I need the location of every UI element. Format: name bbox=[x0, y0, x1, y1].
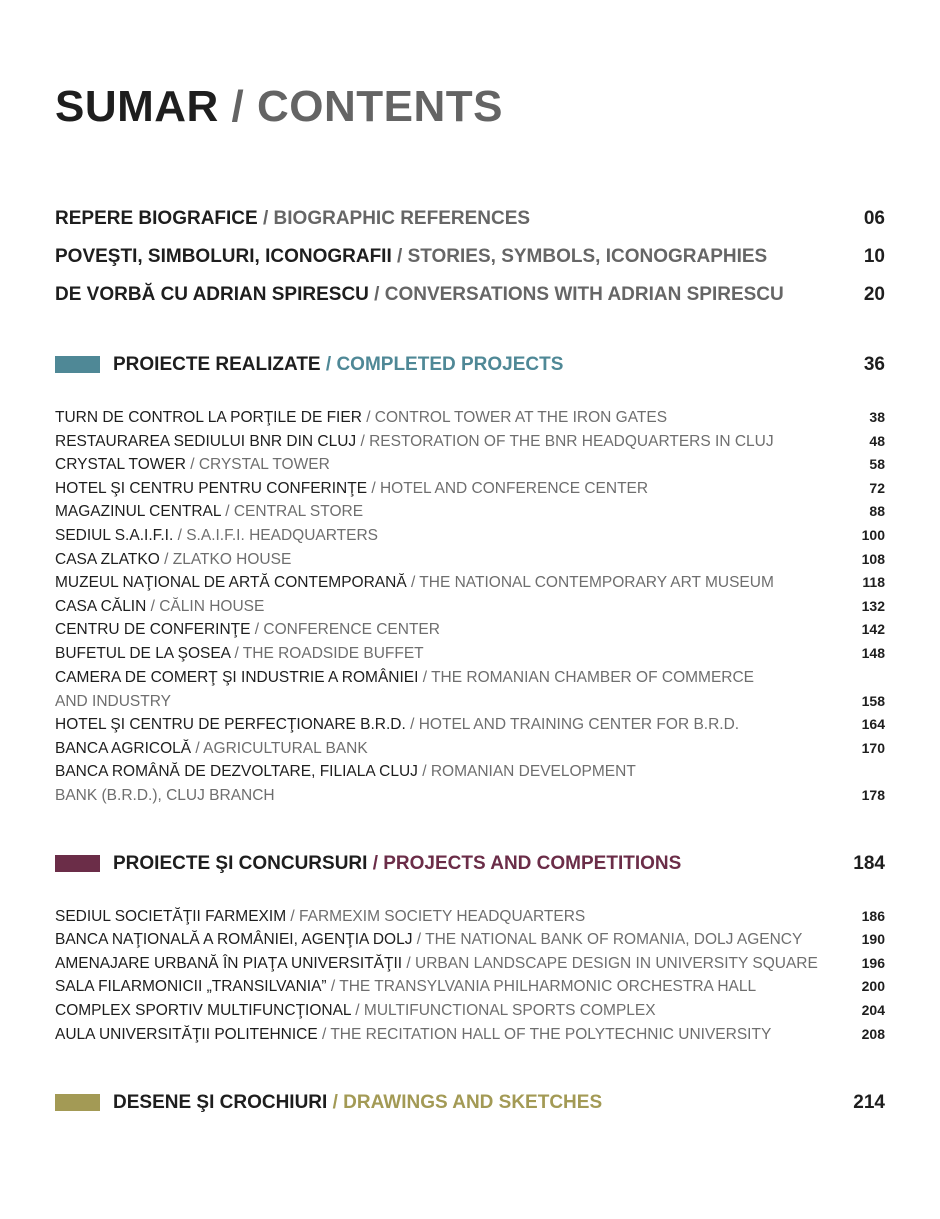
entry-title-en: / THE RECITATION HALL OF THE POLYTECHNIC UNIVERSITY bbox=[317, 1026, 772, 1043]
toc-entry[interactable] bbox=[55, 737, 885, 761]
section-title-ro: DESENE ŞI CROCHIURI bbox=[113, 1092, 328, 1113]
entry-title-ro: AMENAJARE URBANĂ ÎN PIAŢA UNIVERSITĂŢII bbox=[55, 955, 403, 972]
toc-entry[interactable] bbox=[55, 975, 885, 999]
toc-page-number: 214 bbox=[853, 1092, 885, 1113]
section-title-en: / PROJECTS AND COMPETITIONS bbox=[367, 853, 682, 874]
entry-title-en: / CONFERENCE CENTER bbox=[250, 621, 440, 638]
entry-title-en: / THE ROADSIDE BUFFET bbox=[230, 645, 424, 662]
section-color-swatch bbox=[55, 356, 100, 373]
toc-page-number: 148 bbox=[861, 645, 885, 661]
entry-title-ro: CENTRU DE CONFERINŢE bbox=[55, 621, 251, 638]
entry-title-en: / THE TRANSYLVANIA PHILHARMONIC ORCHESTRA HALL bbox=[326, 978, 757, 995]
section-label bbox=[113, 352, 563, 378]
toc-page-number: 178 bbox=[861, 786, 885, 803]
toc-entry[interactable] bbox=[55, 1023, 885, 1047]
toc-page-number: 108 bbox=[861, 551, 885, 567]
toc-section-drawings-sketches[interactable] bbox=[55, 1090, 885, 1116]
toc-entry[interactable] bbox=[55, 999, 885, 1023]
entry-title-en: / URBAN LANDSCAPE DESIGN IN UNIVERSITY SQUARE bbox=[402, 955, 818, 972]
entry-title-ro: SEDIUL SOCIETĂŢII FARMEXIM bbox=[55, 908, 287, 925]
entry-title-en: / CRYSTAL TOWER bbox=[185, 456, 330, 473]
entry-title-ro: CRYSTAL TOWER bbox=[55, 456, 186, 473]
toc-major-ro: REPERE BIOGRAFICE bbox=[55, 208, 258, 229]
toc-entry[interactable] bbox=[55, 524, 885, 548]
entry-title-en: / HOTEL AND CONFERENCE CENTER bbox=[367, 480, 649, 497]
toc-entry[interactable] bbox=[55, 905, 885, 929]
toc-section-completed-projects[interactable] bbox=[55, 352, 885, 378]
entry-title-en: / RESTORATION OF THE BNR HEADQUARTERS IN CLUJ bbox=[356, 433, 774, 450]
toc-page-number: 164 bbox=[861, 716, 885, 732]
toc-major-ro: POVEŞTI, SIMBOLURI, ICONOGRAFII bbox=[55, 246, 392, 267]
entry-title-ro: AULA UNIVERSITĂŢII POLITEHNICE bbox=[55, 1026, 318, 1043]
section-title-ro: PROIECTE ŞI CONCURSURI bbox=[113, 853, 368, 874]
entry-title-ro: CASA ZLATKO bbox=[55, 551, 160, 568]
toc-entry[interactable] bbox=[55, 406, 885, 430]
toc-page-number: 72 bbox=[869, 480, 885, 496]
entry-title-en-continued: AND INDUSTRY bbox=[55, 692, 171, 710]
entry-title-ro: BANCA AGRICOLĂ bbox=[55, 740, 192, 757]
toc-entry[interactable] bbox=[55, 477, 885, 501]
toc-major-en: / BIOGRAPHIC REFERENCES bbox=[257, 208, 531, 229]
entry-title-en: / FARMEXIM SOCIETY HEADQUARTERS bbox=[286, 908, 586, 925]
toc-page-number: 200 bbox=[861, 978, 885, 994]
toc-entry[interactable] bbox=[55, 571, 885, 595]
entry-title-ro: BANCA ROMÂNĂ DE DEZVOLTARE, FILIALA CLUJ bbox=[55, 763, 418, 780]
entry-title-ro: HOTEL ŞI CENTRU DE PERFECŢIONARE B.R.D. bbox=[55, 716, 406, 733]
entry-title-en: / THE ROMANIAN CHAMBER OF COMMERCE bbox=[418, 669, 755, 686]
toc-page-number: 100 bbox=[861, 527, 885, 543]
toc-page-number: 170 bbox=[861, 740, 885, 756]
toc-page-number: 118 bbox=[862, 574, 885, 590]
entry-title-en-continued: BANK (B.R.D.), CLUJ BRANCH bbox=[55, 786, 275, 804]
section-label bbox=[113, 1090, 602, 1116]
toc-entry[interactable] bbox=[55, 595, 885, 619]
entry-title-en: / CĂLIN HOUSE bbox=[146, 598, 265, 615]
toc-entry[interactable] bbox=[55, 453, 885, 477]
entry-title-ro: SALA FILARMONICII „TRANSILVANIA” bbox=[55, 978, 327, 995]
toc-major-ro: DE VORBĂ CU ADRIAN SPIRESCU bbox=[55, 284, 369, 305]
toc-major-en: / CONVERSATIONS WITH ADRIAN SPIRESCU bbox=[368, 284, 784, 305]
toc-major-stories[interactable] bbox=[55, 244, 885, 270]
entry-title-ro: TURN DE CONTROL LA PORŢILE DE FIER bbox=[55, 409, 362, 426]
toc-page-number: 196 bbox=[861, 955, 885, 971]
entry-title-ro: BUFETUL DE LA ŞOSEA bbox=[55, 645, 231, 662]
toc-page-number: 184 bbox=[853, 853, 885, 874]
section-title-en: / DRAWINGS AND SKETCHES bbox=[327, 1092, 603, 1113]
toc-entry[interactable] bbox=[55, 666, 885, 713]
toc-page-number: 132 bbox=[861, 598, 885, 614]
toc-page-number: 158 bbox=[861, 692, 885, 709]
toc-section-projects-competitions[interactable] bbox=[55, 851, 885, 877]
entry-title-ro: BANCA NAŢIONALĂ A ROMÂNIEI, AGENŢIA DOLJ bbox=[55, 931, 413, 948]
toc-page-number: 190 bbox=[861, 931, 885, 947]
toc-major-en: / STORIES, SYMBOLS, ICONOGRAPHIES bbox=[391, 246, 768, 267]
toc-entry[interactable] bbox=[55, 430, 885, 454]
section-title-ro: PROIECTE REALIZATE bbox=[113, 354, 321, 375]
title-ro: SUMAR bbox=[55, 82, 219, 131]
toc-entry[interactable] bbox=[55, 713, 885, 737]
entry-title-en: / CENTRAL STORE bbox=[220, 503, 364, 520]
entry-title-ro: MUZEUL NAŢIONAL DE ARTĂ CONTEMPORANĂ bbox=[55, 574, 407, 591]
toc-entry[interactable] bbox=[55, 548, 885, 572]
title-separator: / bbox=[218, 82, 258, 131]
entry-title-en: / ROMANIAN DEVELOPMENT bbox=[417, 763, 636, 780]
entry-title-en: / ZLATKO HOUSE bbox=[159, 551, 292, 568]
toc-page-number: 48 bbox=[869, 433, 885, 449]
toc-entry[interactable] bbox=[55, 928, 885, 952]
entry-title-ro: CASA CĂLIN bbox=[55, 598, 147, 615]
toc-page-number: 142 bbox=[861, 621, 885, 637]
section-label bbox=[113, 851, 681, 877]
section-color-swatch bbox=[55, 1094, 100, 1111]
toc-entry[interactable] bbox=[55, 760, 885, 807]
entry-title-en: / S.A.I.F.I. HEADQUARTERS bbox=[173, 527, 378, 544]
toc-entry[interactable] bbox=[55, 952, 885, 976]
entry-title-en: / HOTEL AND TRAINING CENTER FOR B.R.D. bbox=[405, 716, 740, 733]
toc-page-number: 10 bbox=[863, 246, 885, 267]
entry-title-ro: SEDIUL S.A.I.F.I. bbox=[55, 527, 174, 544]
entry-title-ro: HOTEL ŞI CENTRU PENTRU CONFERINŢE bbox=[55, 480, 368, 497]
toc-page-number: 88 bbox=[869, 503, 885, 519]
entry-title-ro: RESTAURAREA SEDIULUI BNR DIN CLUJ bbox=[55, 433, 357, 450]
toc-entry[interactable] bbox=[55, 642, 885, 666]
toc-page-number: 208 bbox=[861, 1026, 885, 1042]
entry-title-en: / THE NATIONAL CONTEMPORARY ART MUSEUM bbox=[406, 574, 774, 591]
toc-major-biographic[interactable] bbox=[55, 206, 885, 232]
toc-major-conversations[interactable] bbox=[55, 282, 885, 308]
toc-page-number: 36 bbox=[863, 354, 885, 375]
entry-title-en: / THE NATIONAL BANK OF ROMANIA, DOLJ AGENCY bbox=[412, 931, 803, 948]
toc-page-number: 06 bbox=[863, 208, 885, 229]
entry-title-ro: CAMERA DE COMERŢ ŞI INDUSTRIE A ROMÂNIEI bbox=[55, 669, 419, 686]
toc-page-number: 58 bbox=[869, 456, 885, 472]
section-title-en: / COMPLETED PROJECTS bbox=[320, 354, 564, 375]
section-color-swatch bbox=[55, 855, 100, 872]
toc-entry[interactable] bbox=[55, 500, 885, 524]
entry-title-ro: MAGAZINUL CENTRAL bbox=[55, 503, 221, 520]
toc-page-number: 186 bbox=[861, 908, 885, 924]
entry-title-en: / MULTIFUNCTIONAL SPORTS COMPLEX bbox=[350, 1002, 656, 1019]
entry-title-ro: COMPLEX SPORTIV MULTIFUNCŢIONAL bbox=[55, 1002, 351, 1019]
toc-page-number: 204 bbox=[861, 1002, 885, 1018]
entry-title-en: / AGRICULTURAL BANK bbox=[191, 740, 368, 757]
entry-title-en: / CONTROL TOWER AT THE IRON GATES bbox=[361, 409, 668, 426]
toc-entry[interactable] bbox=[55, 618, 885, 642]
title-en: CONTENTS bbox=[257, 82, 504, 131]
page-title bbox=[55, 82, 503, 132]
toc-page-number: 38 bbox=[869, 409, 885, 425]
toc-page-number: 20 bbox=[863, 284, 885, 305]
